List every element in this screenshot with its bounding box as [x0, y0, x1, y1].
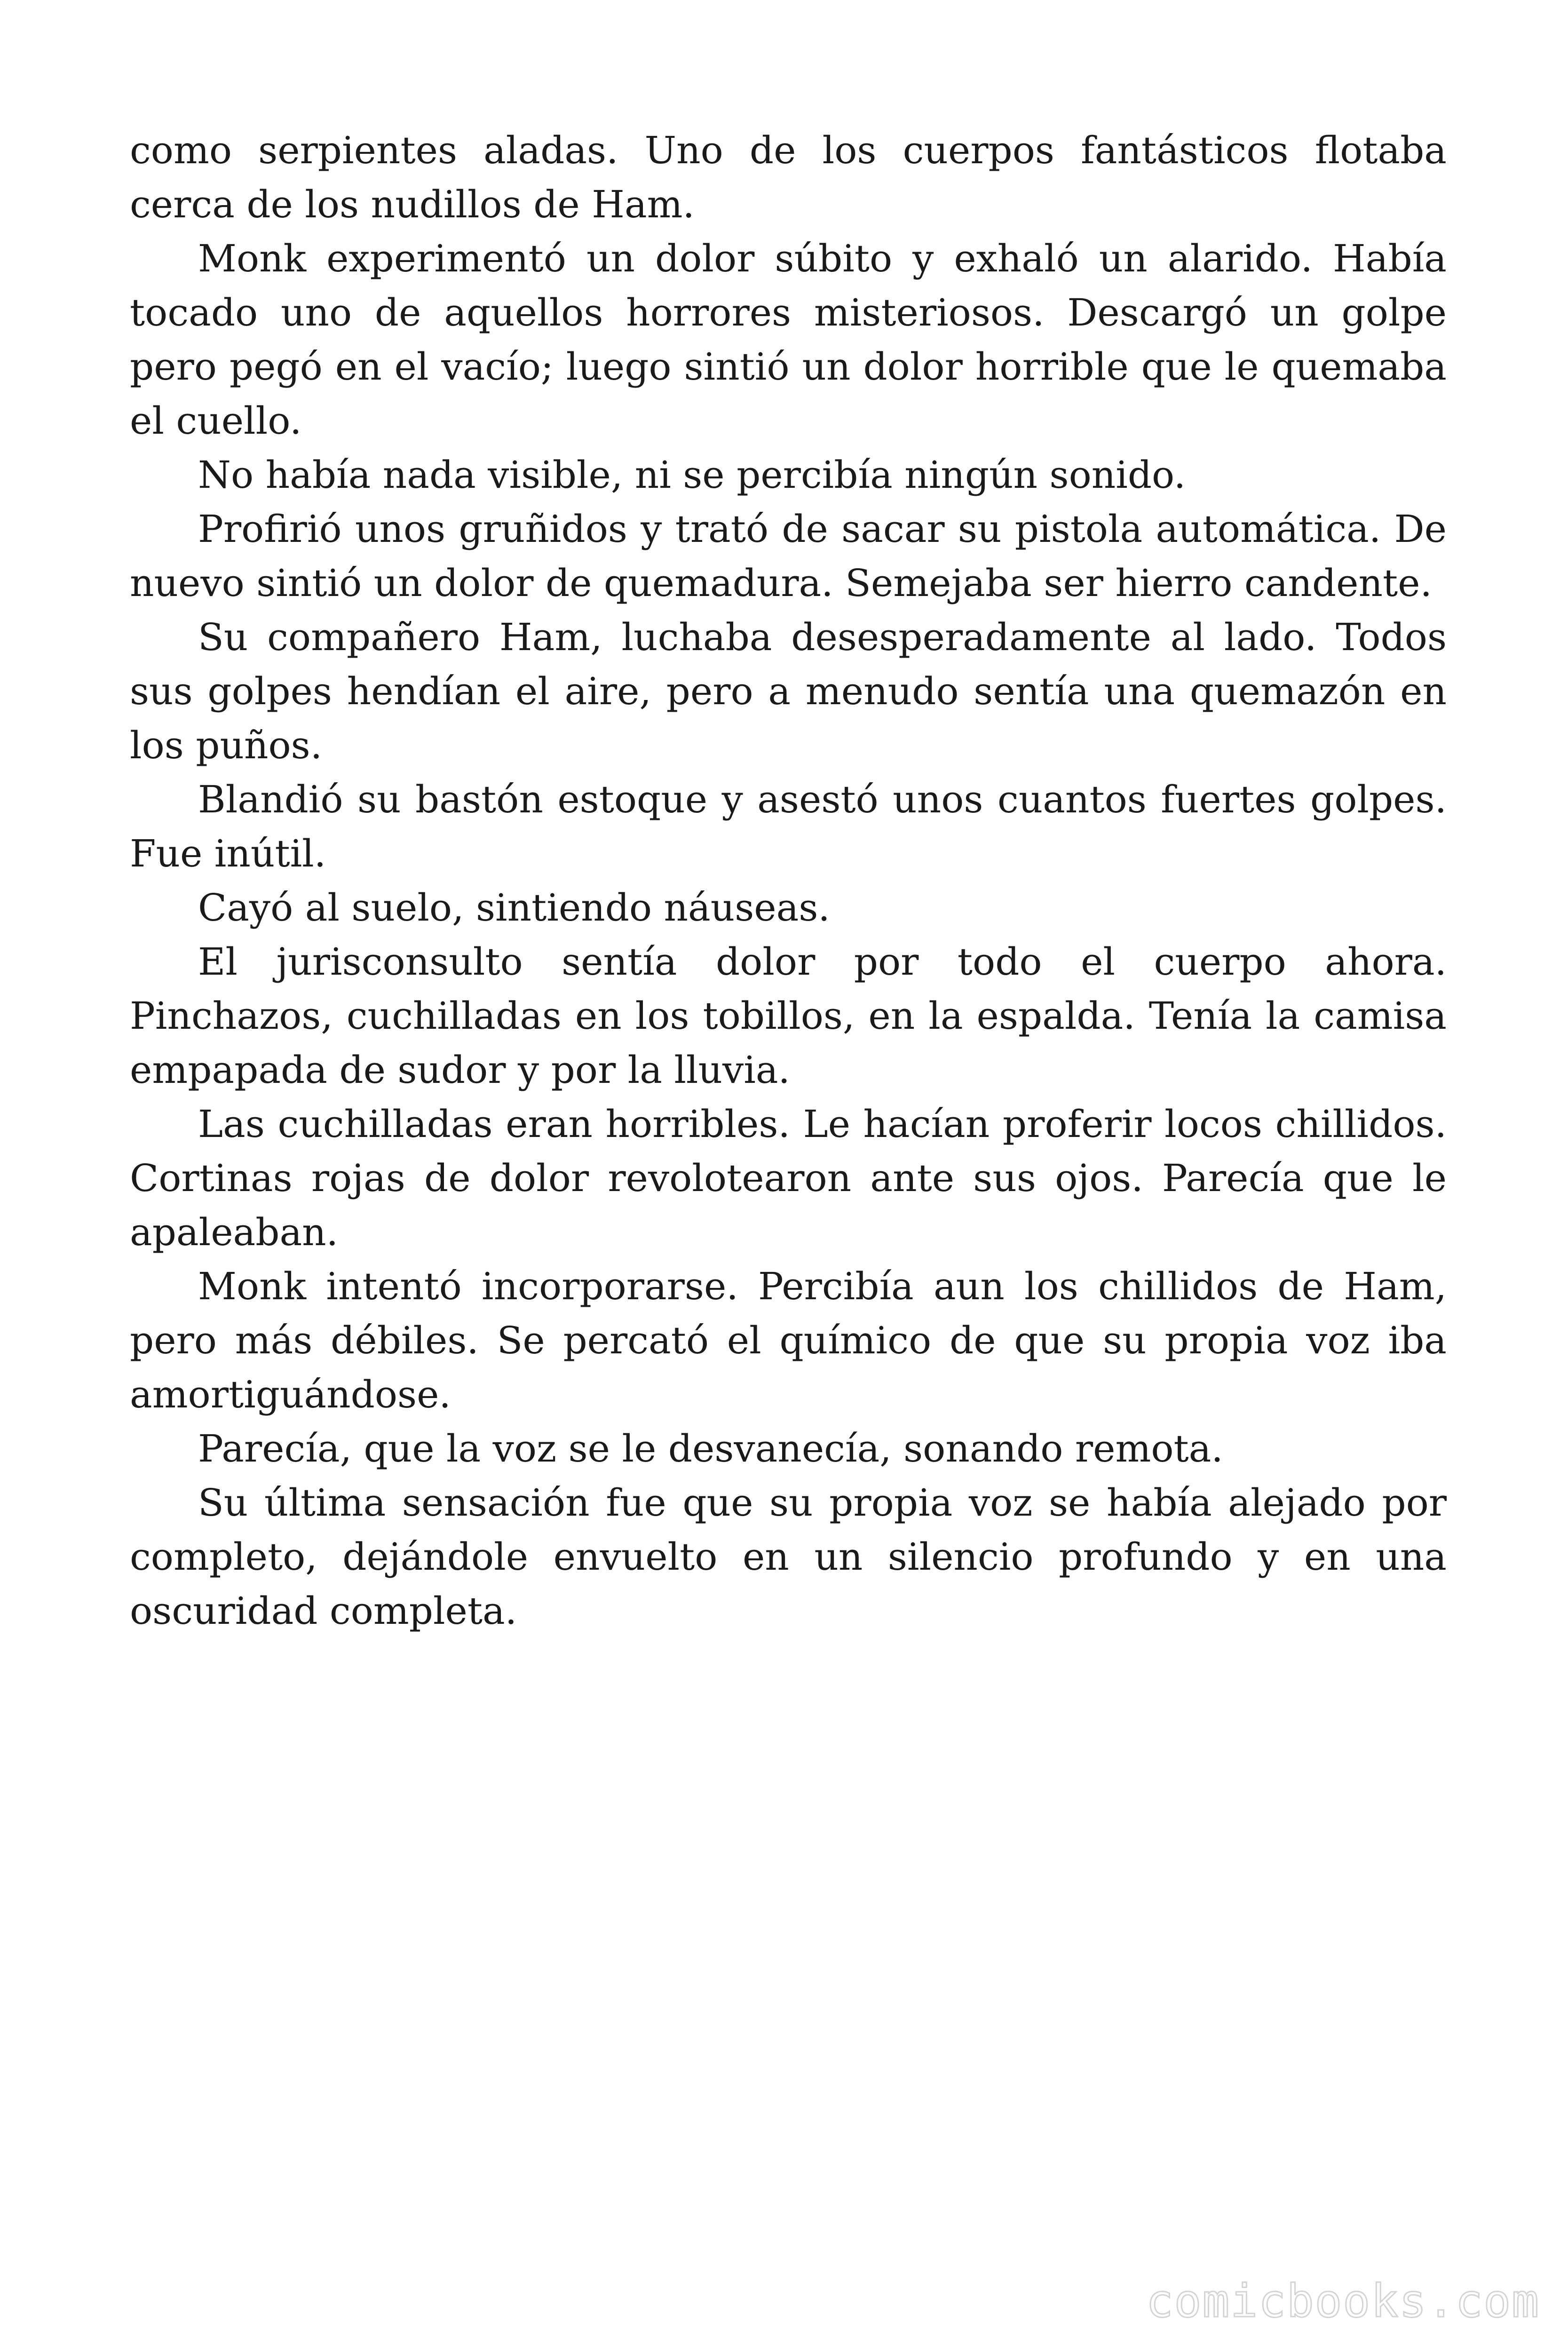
paragraph-2: Monk experimentó un dolor súbito y exhaló un alarido. Había tocado uno de aquellos horrores misteriosos. Descargó un golpe pero pegó en el vacío; luego sintió un dolor horrible que le quemaba el cuello.: [130, 237, 1447, 443]
page-body: [130, 123, 1447, 1638]
paragraph-7: Cayó al suelo, sintiendo náuseas.: [198, 886, 830, 930]
paragraph-6: Blandió su bastón estoque y asestó unos cuantos fuertes golpes. Fue inútil.: [130, 778, 1447, 875]
paragraph-5: Su compañero Ham, luchaba desesperadamente al lado. Todos sus golpes hendían el aire, pero a menudo sentía una quemazón en los puños.: [130, 615, 1447, 767]
paragraph-10: Monk intentó incorporarse. Percibía aun los chillidos de Ham, pero más débiles. Se percató el químico de que su propia voz iba amortiguándose.: [130, 1264, 1447, 1416]
paragraph-1: como serpientes aladas. Uno de los cuerpos fantásticos flotaba cerca de los nudillos de Ham.: [130, 128, 1447, 226]
watermark: comicbooks.com: [1146, 2275, 1540, 2328]
paragraph-11: Parecía, que la voz se le desvanecía, sonando remota.: [198, 1427, 1223, 1470]
paragraph-3: No había nada visible, ni se percibía ningún sonido.: [198, 453, 1186, 497]
paragraph-12: Su última sensación fue que su propia voz se había alejado por completo, dejándole envuelto en un silencio profundo y en una oscuridad completa.: [130, 1481, 1447, 1633]
paragraph-9: Las cuchilladas eran horribles. Le hacían proferir locos chillidos. Cortinas rojas de dolor revolotearon ante sus ojos. Parecía que le apaleaban.: [130, 1102, 1447, 1254]
paragraph-8: El jurisconsulto sentía dolor por todo el cuerpo ahora. Pinchazos, cuchilladas en los tobillos, en la espalda. Tenía la camisa empapada de sudor y por la lluvia.: [130, 940, 1447, 1092]
paragraph-4: Profirió unos gruñidos y trató de sacar su pistola automática. De nuevo sintió un dolor de quemadura. Semejaba ser hierro candente.: [130, 507, 1447, 605]
